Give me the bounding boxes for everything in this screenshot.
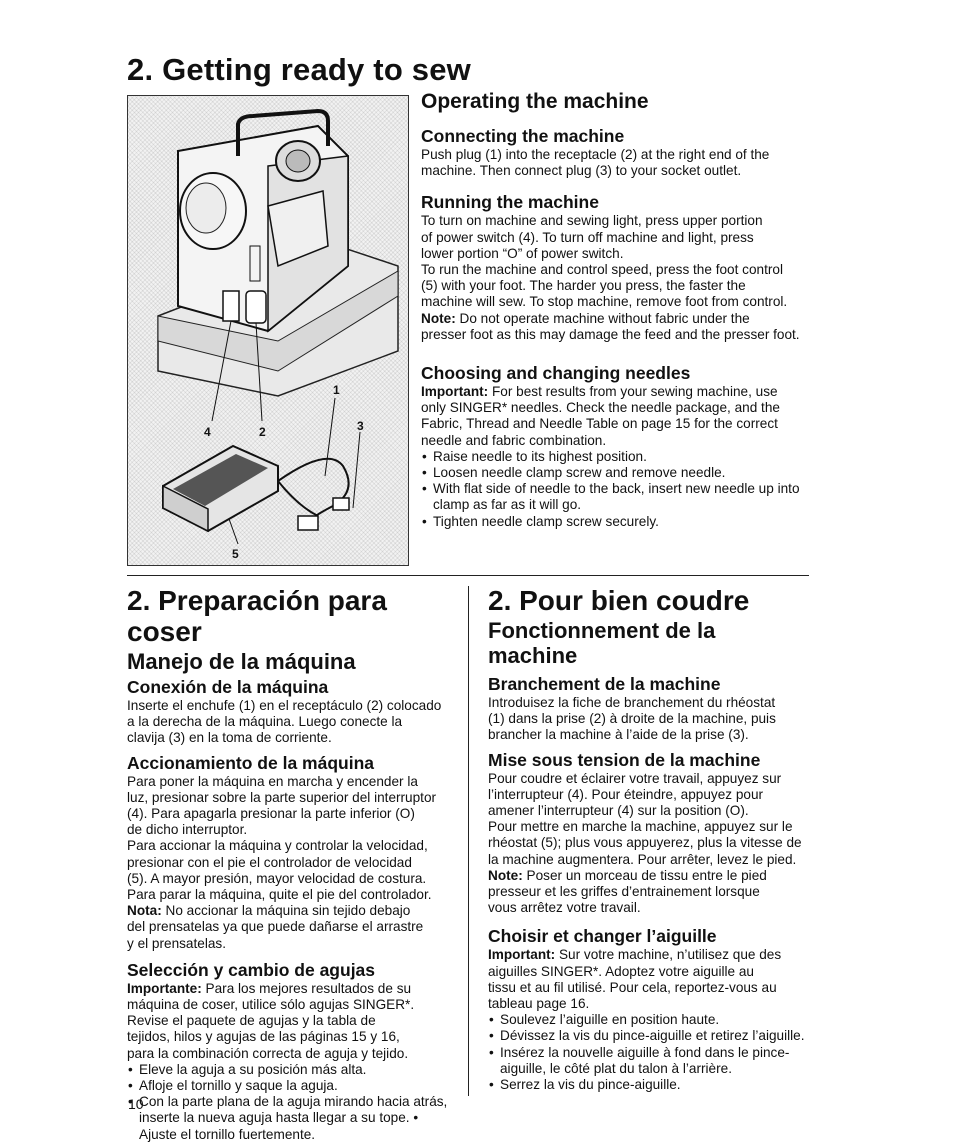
text-line: Inserte el enchufe (1) en el receptáculo (2) colocado xyxy=(127,698,442,713)
text-line: lower portion “O” of power switch. xyxy=(421,245,624,261)
text-line: Pour coudre et éclairer votre travail, appuyez sur xyxy=(488,770,782,786)
list-item: • Dévissez la vis du pince-aiguille et retirez l’aiguille. xyxy=(488,1028,810,1044)
spanish-needles-text xyxy=(127,981,457,1062)
running-text xyxy=(421,213,811,343)
text-line: Para poner la máquina en marcha y encender la xyxy=(127,773,418,789)
sewing-machine-drawing xyxy=(128,96,410,567)
list-item: • Tighten needle clamp screw securely. xyxy=(421,514,811,530)
text-line: del prensatelas ya que puede dañarse el arrastre xyxy=(127,919,424,935)
important-label: Important: xyxy=(421,384,489,400)
callout-1: 1 xyxy=(333,383,340,397)
important-label: Important: xyxy=(488,947,556,963)
text-line: (4). Para apagarla presionar la parte inferior (O) xyxy=(127,806,415,822)
french-title: 2. Pour bien coudre xyxy=(488,585,750,616)
note-label: Note: xyxy=(421,310,456,326)
text-line: Para los mejores resultados de su xyxy=(201,980,412,996)
text-line: To turn on machine and sewing light, press upper portion xyxy=(421,213,763,229)
text-line: máquina de coser, utilice sólo agujas SINGER*. xyxy=(127,997,415,1013)
text-line: y el prensatelas. xyxy=(127,935,226,951)
list-item: • Raise needle to its highest position. xyxy=(421,449,811,465)
sewing-machine-illustration xyxy=(127,95,409,566)
text-line: Poser un morceau de tissu entre le pied xyxy=(522,867,767,883)
note-line xyxy=(127,903,457,919)
text-line: tableau page 16. xyxy=(488,996,590,1012)
note-line xyxy=(488,868,810,884)
text-line: tejidos, hilos y agujas de las páginas 15 y 16, xyxy=(127,1029,400,1045)
note-line xyxy=(421,311,811,327)
text-line: rhéostat (5); plus vous appuyerez, plus la vitesse de xyxy=(488,835,802,851)
heading-line: machine xyxy=(488,643,578,668)
text-line: tissu et au fil utilisé. Pour cela, reportez-vous au xyxy=(488,979,777,995)
spanish-title: 2. Preparación para coser xyxy=(127,585,387,647)
list-item: • Serrez la vis du pince-aiguille. xyxy=(488,1077,810,1093)
text-line: para la combinación correcta de aguja y tejido. xyxy=(127,1045,409,1061)
text-line: amener l’interrupteur (4) sur la position (O). xyxy=(488,803,749,819)
page-title: 2. Getting ready to sew xyxy=(127,52,471,87)
text-line: vous arrêtez votre travail. xyxy=(488,900,641,916)
spanish-needles-steps xyxy=(127,1062,457,1143)
text-line: de dicho interruptor. xyxy=(127,822,248,838)
text-line: Revise el paquete de agujas y la tabla de xyxy=(127,1013,376,1029)
french-section xyxy=(488,585,810,1093)
spanish-connecting-title: Conexión de la máquina xyxy=(127,677,329,697)
text-line: of power switch (4). To turn off machine and light, press xyxy=(421,229,754,245)
text-line: machine. Then connect plug (3) to your socket outlet. xyxy=(421,163,742,179)
text-line: luz, presionar sobre la parte superior del interruptor xyxy=(127,789,437,805)
text-line: presionar con el pie el controlador de velocidad xyxy=(127,854,412,870)
text-line: needle and fabric combination. xyxy=(421,432,607,448)
list-item: • Afloje el tornillo y saque la aguja. xyxy=(127,1078,457,1094)
spanish-section xyxy=(127,585,457,1143)
important-label: Importante: xyxy=(127,980,202,996)
text-line: Fabric, Thread and Needle Table on page 15 for the correct xyxy=(421,416,778,432)
heading-line: Fonctionnement de la xyxy=(488,618,716,643)
list-item: • Insérez la nouvelle aiguille à fond dans le pince-aiguille, le côté plat du talon à l’arrière. xyxy=(488,1045,810,1077)
text-line: Para accionar la máquina y controlar la velocidad, xyxy=(127,838,428,854)
important-line xyxy=(488,947,810,963)
text-line: brancher la machine à l’aide de la prise (3). xyxy=(488,727,749,743)
text-line: No accionar la máquina sin tejido debajo xyxy=(161,903,411,919)
callout-4: 4 xyxy=(204,425,211,439)
text-line: l’interrupteur (4). Pour éteindre, appuyez pour xyxy=(488,786,764,802)
note-label: Note: xyxy=(488,867,523,883)
text-line: (1) dans la prise (2) à droite de la machine, puis xyxy=(488,711,776,727)
text-line: Introduisez la fiche de branchement du rhéostat xyxy=(488,695,776,710)
column-divider xyxy=(468,586,469,1096)
text-line: only SINGER* needles. Check the needle package, and the xyxy=(421,400,780,416)
running-title: Running the machine xyxy=(421,192,599,213)
text-line: a la derecha de la máquina. Luego conecte la xyxy=(127,714,403,730)
french-needles-steps xyxy=(488,1012,810,1093)
french-running-text xyxy=(488,771,810,917)
text-line: Sur votre machine, n’utilisez que des xyxy=(555,947,782,963)
spanish-connecting-text xyxy=(127,698,457,747)
french-connecting-title: Branchement de la machine xyxy=(488,674,721,694)
text-line: (5) with your foot. The harder you press, the faster the xyxy=(421,278,746,294)
callout-5: 5 xyxy=(232,547,239,561)
text-line: clavija (3) en la toma de corriente. xyxy=(127,730,332,746)
list-item: • Con la parte plana de la aguja mirando hacia atrás, inserte la nueva aguja hasta llegar a su tope. • Ajuste el tornillo fuertemente. xyxy=(127,1094,457,1143)
french-needles-title: Choisir et changer l’aiguille xyxy=(488,926,717,947)
list-item: • Loosen needle clamp screw and remove needle. xyxy=(421,465,811,481)
callout-3: 3 xyxy=(357,419,364,433)
text-line: Do not operate machine without fabric under the xyxy=(455,310,750,326)
list-item: • With flat side of needle to the back, insert new needle up into clamp as far as it will go. xyxy=(421,481,811,513)
french-running-title: Mise sous tension de la machine xyxy=(488,749,761,770)
text-line: aiguilles SINGER*. Adoptez votre aiguille au xyxy=(488,963,754,979)
french-heading xyxy=(488,618,810,668)
spanish-needles-title: Selección y cambio de agujas xyxy=(127,959,376,980)
spanish-running-title: Accionamiento de la máquina xyxy=(127,752,374,773)
important-line xyxy=(127,981,457,997)
text-line: presser foot as this may damage the feed and the presser foot. xyxy=(421,326,800,342)
text-line: presseur et les griffes d’entrainement lorsque xyxy=(488,884,760,900)
needles-title: Choosing and changing needles xyxy=(421,363,691,384)
english-section xyxy=(421,90,811,530)
text-line: (5). A mayor presión, mayor velocidad de costura. xyxy=(127,870,427,886)
connecting-text xyxy=(421,147,811,179)
spanish-running-text xyxy=(127,774,457,952)
operating-heading: Operating the machine xyxy=(421,90,649,113)
text-line: Pour mettre en marche la machine, appuyez sur le xyxy=(488,819,793,835)
section-divider xyxy=(127,575,809,576)
needles-steps xyxy=(421,449,811,530)
list-item: • Eleve la aguja a su posición más alta. xyxy=(127,1062,457,1078)
text-line: For best results from your sewing machine, use xyxy=(488,384,778,400)
important-line xyxy=(421,384,811,400)
text-line: machine will sew. To stop machine, remove foot from control. xyxy=(421,294,788,310)
french-connecting-text xyxy=(488,695,810,744)
needles-text xyxy=(421,384,811,449)
text-line: Push plug (1) into the receptacle (2) at the right end of the xyxy=(421,147,770,162)
list-item: • Soulevez l’aiguille en position haute. xyxy=(488,1012,810,1028)
note-label: Nota: xyxy=(127,903,162,919)
page-number: 10 xyxy=(128,1096,144,1112)
text-line: la machine augmentera. Pour arrêter, levez le pied. xyxy=(488,851,797,867)
connecting-title: Connecting the machine xyxy=(421,126,625,146)
text-line: To run the machine and control speed, press the foot control xyxy=(421,262,783,278)
text-line: Para parar la máquina, quite el pie del controlador. xyxy=(127,887,432,903)
french-needles-text xyxy=(488,947,810,1012)
callout-2: 2 xyxy=(259,425,266,439)
spanish-heading: Manejo de la máquina xyxy=(127,649,356,674)
